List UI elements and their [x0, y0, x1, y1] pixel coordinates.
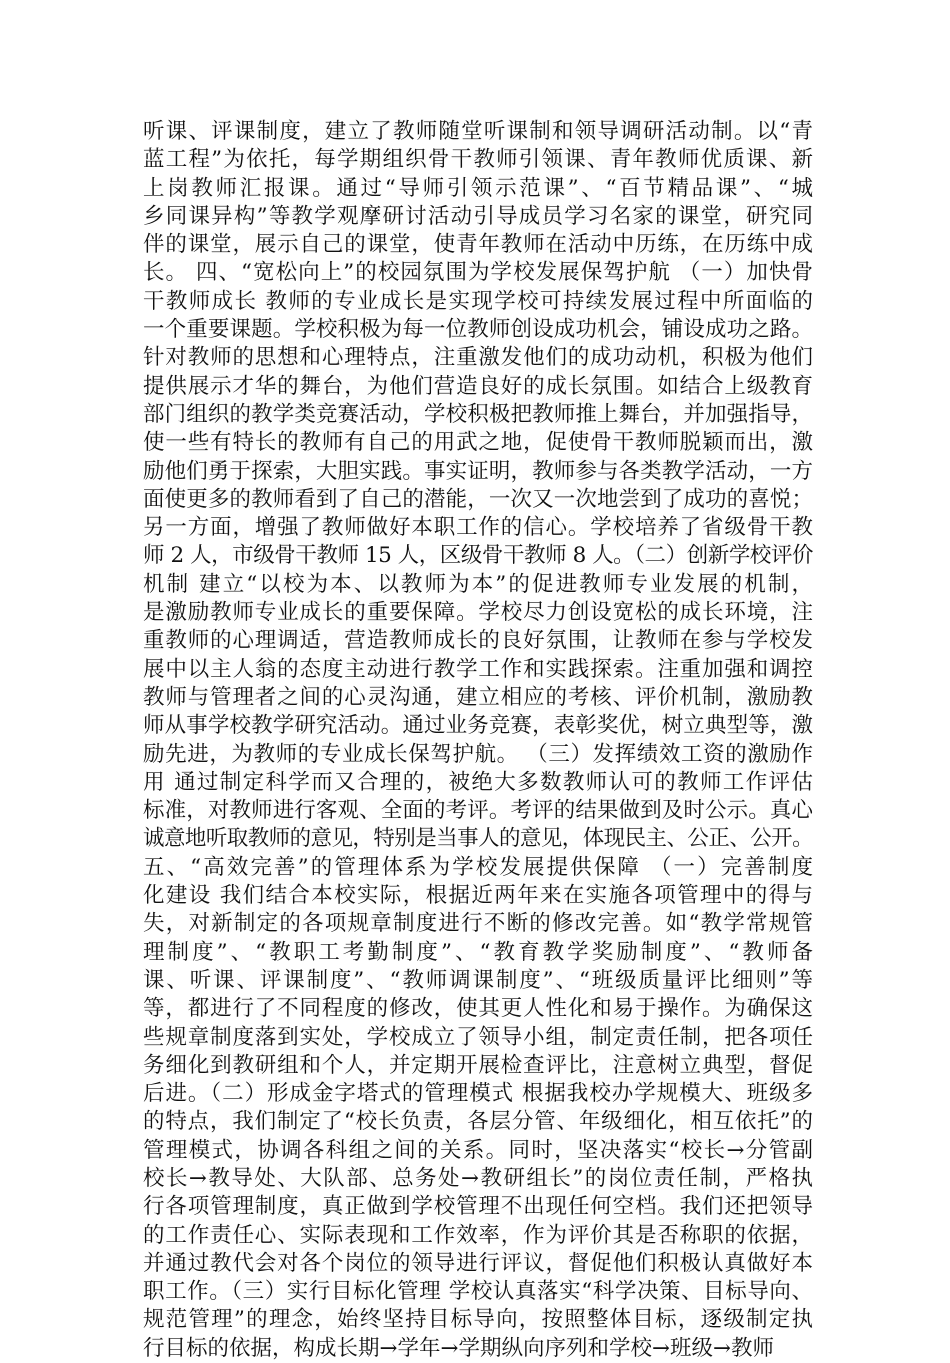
- text-line: 后进。（二）形成金字塔式的管理模式 根据我校办学规模大、班级多: [143, 1081, 813, 1107]
- text-line: 职工作。（三）实行目标化管理 学校认真落实“科学决策、目标导向、: [143, 1279, 813, 1305]
- text-line: 一个重要课题。学校积极为每一位教师创设成功机会，铺设成功之路。: [143, 317, 813, 343]
- text-line: 重教师的心理调适，营造教师成长的良好氛围，让教师在参与学校发: [143, 628, 813, 654]
- body-text: [143, 118, 813, 1363]
- text-line: 上岗教师汇报课。通过“导师引领示范课”、“百节精品课”、“城: [143, 175, 813, 201]
- text-line: 听课、评课制度，建立了教师随堂听课制和领导调研活动制。以“青: [143, 119, 813, 144]
- text-line: 用 通过制定科学而又合理的，被绝大多数教师认可的教师工作评估: [143, 769, 813, 795]
- text-line: 行目标的依据，构成长期→学年→学期纵向序列和学校→班级→教师: [143, 1335, 775, 1361]
- text-line: 师 2 人，市级骨干教师 15 人，区级骨干教师 8 人。（二）创新学校评价: [143, 543, 813, 569]
- text-line: 部门组织的教学类竞赛活动，学校积极把教师推上舞台，并加强指导，: [143, 401, 813, 427]
- text-line: 展中以主人翁的态度主动进行教学工作和实践探索。注重加强和调控: [143, 656, 813, 682]
- text-line: 并通过教代会对各个岗位的领导进行评议，督促他们积极认真做好本: [143, 1250, 813, 1276]
- text-line: 使一些有特长的教师有自己的用武之地，促使骨干教师脱颖而出，激: [143, 430, 813, 456]
- text-line: 提供展示才华的舞台，为他们营造良好的成长氛围。如结合上级教育: [143, 373, 813, 399]
- text-line: 化建设 我们结合本校实际，根据近两年来在实施各项管理中的得与: [143, 883, 813, 909]
- text-line: 干教师成长 教师的专业成长是实现学校可持续发展过程中所面临的: [143, 288, 813, 314]
- text-line: 教师与管理者之间的心灵沟通，建立相应的考核、评价机制，激励教: [143, 684, 813, 710]
- text-line: 行各项管理制度，真正做到学校管理不出现任何空档。我们还把领导: [143, 1194, 813, 1220]
- text-line: 乡同课异构”等教学观摩研讨活动引导成员学习名家的课堂，研究同: [143, 203, 813, 229]
- text-line: 的工作责任心、实际表现和工作效率，作为评价其是否称职的依据，: [143, 1222, 813, 1248]
- text-line: 理制度”、“教职工考勤制度”、“教育教学奖励制度”、“教师备: [143, 939, 813, 965]
- text-line: 标准，对教师进行客观、全面的考评。考评的结果做到及时公示。真心: [143, 798, 813, 824]
- text-line: 另一方面，增强了教师做好本职工作的信心。学校培养了省级骨干教: [143, 515, 813, 541]
- text-line: 励他们勇于探索，大胆实践。事实证明，教师参与各类教学活动，一方: [143, 458, 813, 484]
- text-line: 等，都进行了不同程度的修改，使其更人性化和易于操作。为确保这: [143, 996, 813, 1022]
- text-line: 伴的课堂，展示自己的课堂，使青年教师在活动中历练，在历练中成: [143, 232, 813, 258]
- text-line: 规范管理”的理念，始终坚持目标导向，按照整体目标，逐级制定执: [143, 1307, 813, 1333]
- text-line: 面使更多的教师看到了自己的潜能，一次又一次地尝到了成功的喜悦；: [143, 486, 813, 512]
- text-line: 机制 建立“以校为本、以教师为本”的促进教师专业发展的机制，: [143, 571, 813, 597]
- text-line: 师从事学校教学研究活动。通过业务竞赛，表彰奖优，树立典型等，激: [143, 713, 813, 739]
- text-line: 校长→教导处、大队部、总务处→教研组长”的岗位责任制，严格执: [143, 1165, 813, 1191]
- text-line: 励先进，为教师的专业成长保驾护航。 （三）发挥绩效工资的激励作: [143, 741, 813, 767]
- text-line: 管理模式，协调各科组之间的关系。同时，坚决落实“校长→分管副: [143, 1137, 813, 1163]
- text-line: 务细化到教研组和个人，并定期开展检查评比，注意树立典型，督促: [143, 1052, 813, 1078]
- text-line: 蓝工程”为依托，每学期组织骨干教师引领课、青年教师优质课、新: [143, 147, 813, 173]
- text-line: 课、听课、评课制度”、“教师调课制度”、“班级质量评比细则”等: [143, 967, 813, 993]
- text-line: 些规章制度落到实处，学校成立了领导小组，制定责任制，把各项任: [143, 1024, 813, 1050]
- text-line: 针对教师的思想和心理特点，注重激发他们的成功动机，积极为他们: [143, 345, 813, 371]
- text-line: 是激励教师专业成长的重要保障。学校尽力创设宽松的成长环境，注: [143, 600, 813, 626]
- text-line: 的特点，我们制定了“校长负责，各层分管、年级细化，相互依托”的: [143, 1109, 813, 1135]
- text-line: 失，对新制定的各项规章制度进行不断的修改完善。如“教学常规管: [143, 911, 813, 937]
- text-line: 长。 四、“宽松向上”的校园氛围为学校发展保驾护航 （一）加快骨: [143, 260, 813, 286]
- text-line: 五、“高效完善”的管理体系为学校发展提供保障 （一）完善制度: [143, 854, 813, 880]
- text-line: 诚意地听取教师的意见，特别是当事人的意见，体现民主、公正、公开。: [143, 826, 814, 852]
